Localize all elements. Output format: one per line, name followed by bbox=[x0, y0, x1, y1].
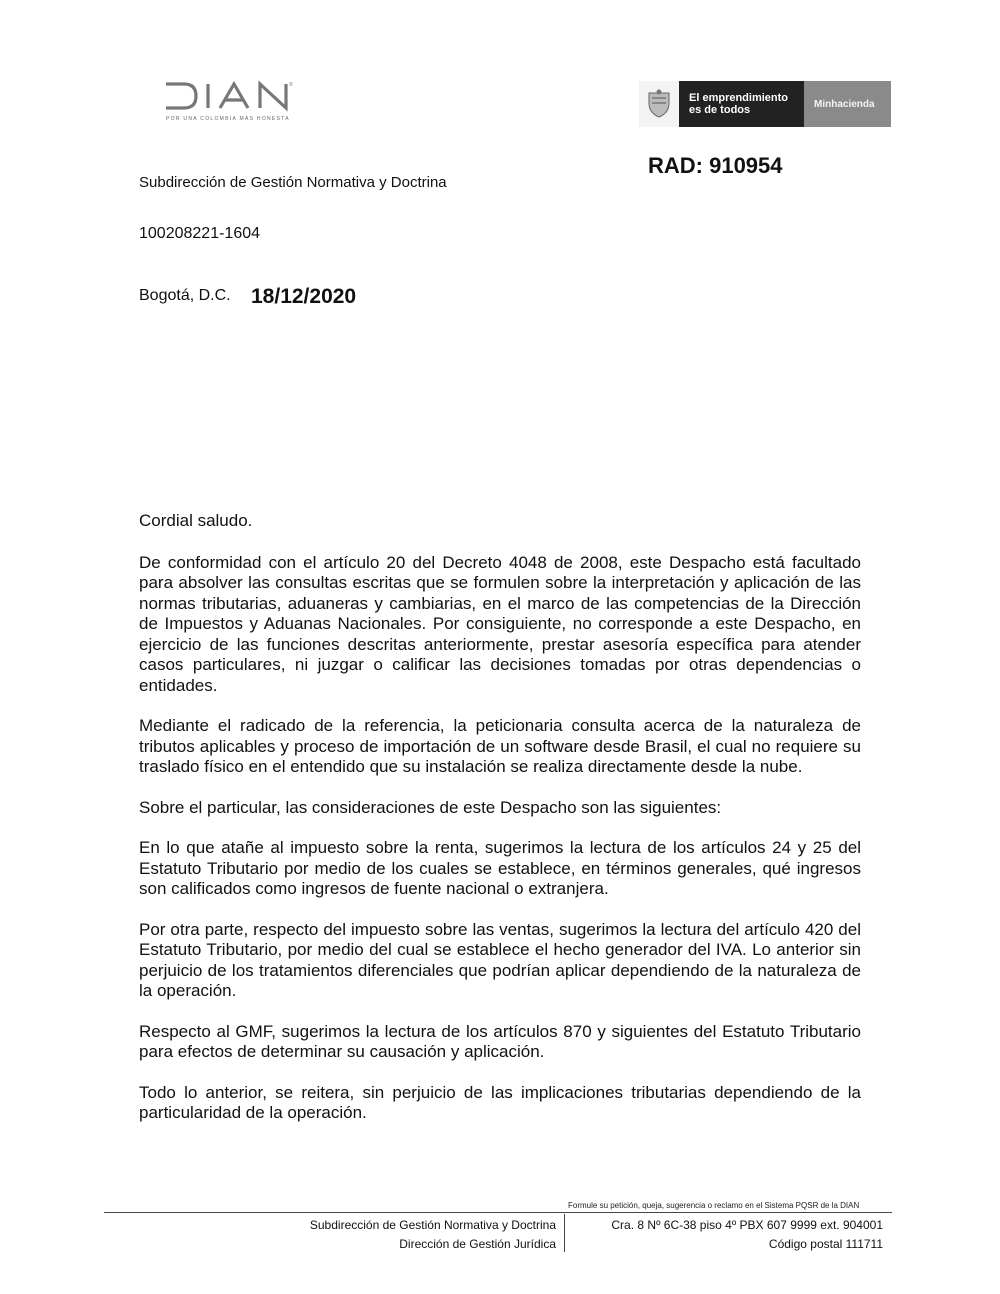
footer-office-block bbox=[200, 1216, 556, 1254]
radicado-number: RAD: 910954 bbox=[648, 153, 783, 178]
ministry-name: Minhacienda bbox=[804, 81, 891, 127]
reference-number: 100208221-1604 bbox=[139, 225, 261, 242]
paragraph-sales-tax: Por otra parte, respecto del impuesto sobre las ventas, sugerimos la lectura del artículo 420 del Estatuto Tributario, por medio del cual se establece el hecho generador del IVA. Lo anterior sin perjuicio de los tratamientos diferenciales que podrían aplicar dependiendo de la naturaleza de la operación. bbox=[139, 919, 861, 1000]
letter-body bbox=[139, 511, 861, 1144]
footer-divider bbox=[104, 1212, 892, 1213]
paragraph-gmf: Respecto al GMF, sugerimos la lectura de los artículos 870 y siguientes del Estatuto Tributario para efectos de determinar su causación y aplicación. bbox=[139, 1021, 861, 1061]
paragraph-request: Mediante el radicado de la referencia, la peticionaria consulta acerca de la naturaleza de tributos aplicables y proceso de importación de un software desde Brasil, el cual no requiere su traslado físico en el entendido que su instalación se realiza directamente desde la nube. bbox=[139, 716, 861, 776]
paragraph-closing: Todo lo anterior, se reitera, sin perjuicio de las implicaciones tributarias dependiendo de la particularidad de la operación. bbox=[139, 1082, 861, 1122]
footer-postal-code: Código postal 111711 bbox=[768, 1237, 883, 1251]
dian-logo bbox=[162, 78, 327, 130]
greeting: Cordial saludo. bbox=[139, 511, 253, 530]
ministry-banner bbox=[639, 81, 891, 127]
footer-address-block bbox=[560, 1216, 883, 1254]
dian-logo-wordmark bbox=[162, 78, 322, 114]
document-date: 18/12/2020 bbox=[251, 285, 357, 308]
paragraph-competence: De conformidad con el artículo 20 del Decreto 4048 de 2008, este Despacho está facultado para absolver las consultas escritas que se formulen sobre la interpretación y aplicación de las normas tributarias, aduaneras y cambiarias, en el marco de las competencias de la Dirección de Impuestos y Aduanas Nacionales. Por consiguiente, no corresponde a este Despacho, en ejercicio de las funciones descritas anteriormente, prestar asesoría específica para atender casos particulares, ni juzgar o calificar las decisiones tomadas por otras dependencias o entidades. bbox=[139, 552, 861, 695]
ministry-slogan-line1: El emprendimiento bbox=[689, 92, 789, 104]
footer-office-line1: Subdirección de Gestión Normativa y Doctrina bbox=[309, 1218, 556, 1232]
svg-text:®: ® bbox=[289, 82, 293, 88]
paragraph-income-tax: En lo que atañe al impuesto sobre la renta, sugerimos la lectura de los artículos 24 y 25 del Estatuto Tributario por medio de los cuales se establece, en términos generales, qué ingresos son calificados como ingresos de fuente nacional o extranjera. bbox=[139, 838, 861, 898]
footer-pqsr-note: Formule su petición, queja, sugerencia o reclamo en el Sistema PQSR de la DIAN bbox=[568, 1201, 860, 1210]
ministry-slogan-line2: es de todos bbox=[689, 104, 751, 116]
footer-address: Cra. 8 Nº 6C-38 piso 4º PBX 607 9999 ext. 904001 bbox=[611, 1218, 883, 1232]
logo-tagline: POR UNA COLOMBIA MÁS HONESTA bbox=[166, 116, 290, 122]
footer-office-line2: Dirección de Gestión Jurídica bbox=[399, 1237, 556, 1251]
paragraph-considerations: Sobre el particular, las consideraciones de este Despacho son las siguientes: bbox=[139, 797, 722, 817]
ministry-slogan bbox=[679, 81, 804, 127]
coat-of-arms-icon bbox=[639, 81, 679, 127]
city: Bogotá, D.C. bbox=[139, 287, 231, 304]
issuing-office: Subdirección de Gestión Normativa y Doctrina bbox=[139, 174, 447, 191]
